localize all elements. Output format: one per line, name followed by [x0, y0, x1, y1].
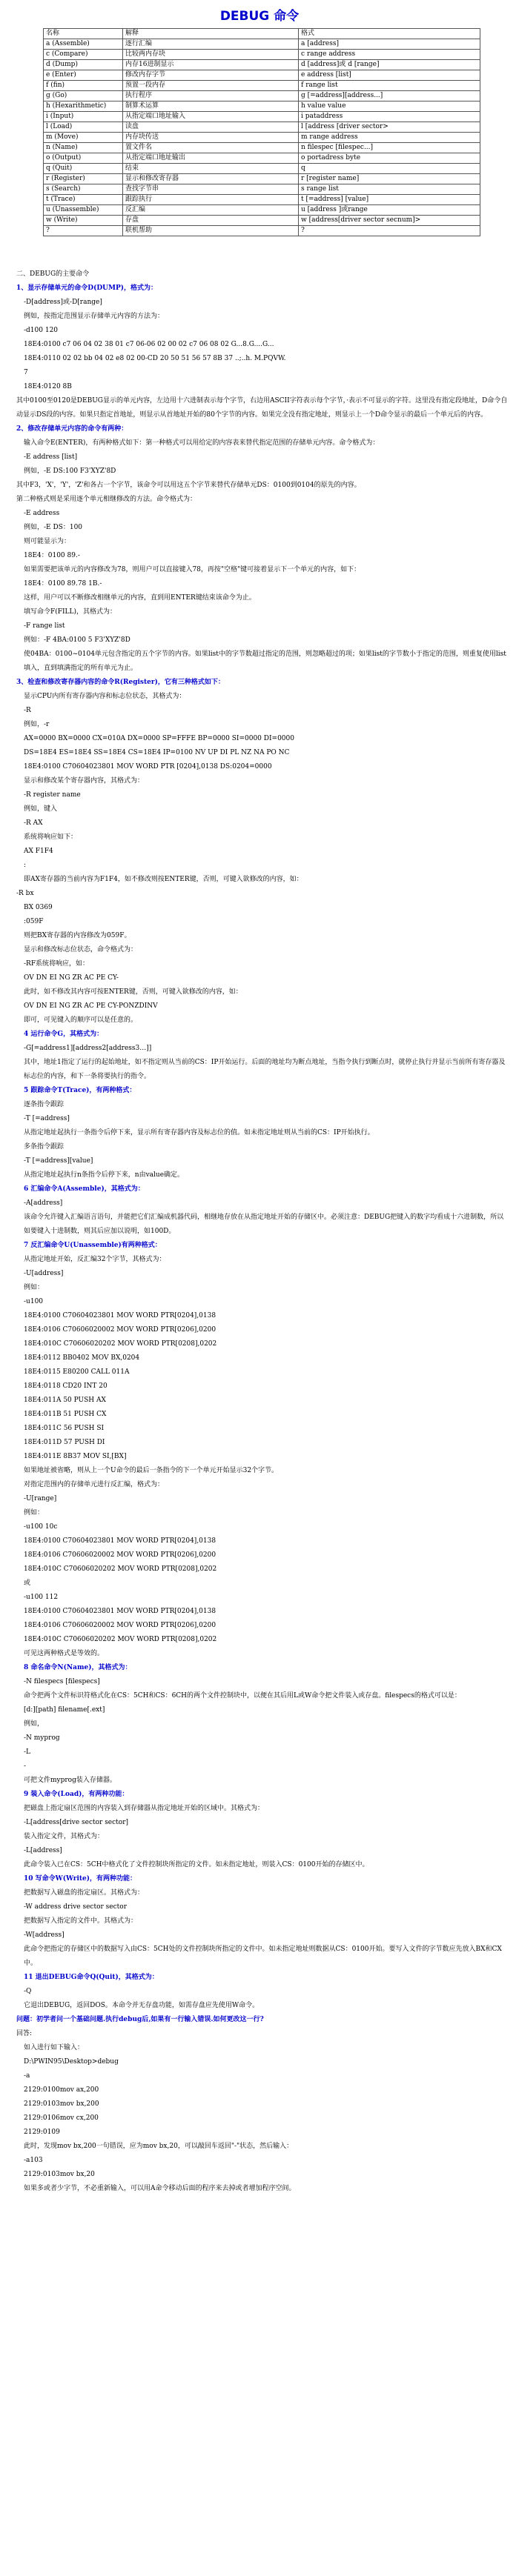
text-line: 18E4:010C C70606020202 MOV WORD PTR[0208],0202	[24, 1636, 217, 1643]
section-heading: 3、检查和修改寄存器内容的命令R(Register)，它有三种格式如下：	[16, 679, 225, 686]
table-row	[44, 101, 480, 112]
text-line: -a103	[24, 2157, 43, 2164]
header-cell-explain: 解释	[123, 29, 299, 39]
table-cell: 置文件名	[123, 143, 299, 153]
text-line: -N filespecs [filespecs]	[24, 1678, 100, 1685]
text-line: 其中，地址1指定了运行的起始地址，如不指定则从当前的CS：IP开始运行。后面的地址均为断点地址，当指令执行到断点时，就停止执行并显示当前所有寄存器及标志位的内容，和下一条将要执行的指令。	[24, 1059, 506, 1080]
table-row	[44, 195, 480, 205]
table-cell: m range address	[299, 133, 480, 143]
text-line: 二、DEBUG的主要命令	[16, 270, 90, 278]
table-cell: l [address [driver sector>	[299, 122, 480, 133]
text-line: BX 0369	[24, 904, 53, 911]
table-cell: 跟踪执行	[123, 195, 299, 205]
text-line: 此命令装入已在CS：5CH中格式化了文件控制块所指定的文件。如未指定地址，则装入CS：0100开始的存储区中。	[24, 1861, 369, 1868]
table-cell: g (Go)	[44, 91, 123, 101]
header-cell-name: 名称	[44, 29, 123, 39]
table-cell: l (Load)	[44, 122, 123, 133]
text-line: 或	[24, 1580, 31, 1587]
text-line: 18E4：0100 89.78 1B.-	[24, 580, 102, 588]
table-cell: h value value	[299, 101, 480, 112]
section-heading: 2、修改存储单元内容的命令有两种：	[16, 425, 128, 433]
text-line: -L	[24, 1748, 31, 1756]
table-cell: o portadress byte	[299, 153, 480, 164]
table-cell: d (Dump)	[44, 60, 123, 70]
text-line: -R register name	[24, 791, 81, 799]
table-cell: a (Assemble)	[44, 39, 123, 50]
text-line: 如入进行如下输入：	[24, 2044, 85, 2051]
text-line: OV DN EI NG ZR AC PE CY-	[24, 974, 119, 982]
table-cell: r [register name]	[299, 174, 480, 184]
text-line: 即可，可见键入的顺序可以是任意的。	[24, 1016, 138, 1024]
text-line: -A[address]	[24, 1199, 63, 1207]
text-line: 18E4:0100 C70604023801 MOV WORD PTR[0204],0138	[24, 1537, 216, 1545]
table-cell: 读盘	[123, 122, 299, 133]
text-line: DS=18E4 ES=18E4 SS=18E4 CS=18E4 IP=0100 NV UP DI PL NZ NA PO NC	[24, 749, 290, 756]
command-table	[43, 28, 480, 236]
table-cell: q	[299, 164, 480, 174]
document-body	[0, 236, 519, 2202]
text-line: -R AX	[24, 819, 43, 827]
text-line: -a	[24, 2072, 30, 2080]
text-line: -RF系统将响应，如：	[24, 960, 90, 968]
table-row	[44, 174, 480, 184]
text-line: 18E4:0120 8B	[24, 383, 72, 390]
text-line: 把数据写入指定的文件中。其格式为：	[24, 1917, 138, 1925]
text-line: 显示和修改标志位状态，命令格式为：	[24, 946, 138, 953]
header-cell-format: 格式	[299, 29, 480, 39]
text-line: 此时，发现mov bx,200一句错误，应为mov bx,20，可以敲回车返回"-"状态，然后输入：	[24, 2143, 294, 2150]
table-row	[44, 91, 480, 101]
table-row	[44, 205, 480, 216]
table-row	[44, 143, 480, 153]
table-cell: w [address[driver sector secnum]>	[299, 216, 480, 226]
table-cell: 存盘	[123, 216, 299, 226]
text-line: 例如，-E DS:100 F3'XYZ'8D	[24, 467, 116, 475]
text-line: -U[address]	[24, 1270, 64, 1277]
text-line: 其中F3，'X'，'Y'，'Z'和各占一个字节，该命令可以用这五个字节来替代存储单元DS：0100到0104的原先的内容。	[16, 482, 361, 489]
text-line: 这样，用户可以不断修改相继单元的内容，直到用ENTER键结束该命令为止。	[24, 594, 256, 602]
table-cell: 内存块传送	[123, 133, 299, 143]
table-cell: 制算术运算	[123, 101, 299, 112]
text-line: 如果需要把该单元的内容修改为78，则用户可以直接键入78，再按"空格"键可接着显示下一个单元的内容，如下：	[24, 566, 361, 573]
text-line: 例如，按指定范围显示存储单元内容的方法为：	[24, 313, 165, 320]
section-heading: 6 汇编命令A(Assemble)，其格式为：	[24, 1185, 145, 1193]
text-line: 例如：-F 4BA:0100 5 F3'XYZ'8D	[24, 636, 130, 644]
text-line: -E address	[24, 510, 60, 517]
text-line: 18E4:0100 c7 06 04 02 38 01 c7 06-06 02 00 02 c7 06 08 02 G...8.G....G...	[24, 341, 274, 348]
text-line: -u100 112	[24, 1594, 59, 1601]
table-cell: 从指定端口地址输出	[123, 153, 299, 164]
table-cell: 显示和修改寄存器	[123, 174, 299, 184]
text-line: 则可能显示为：	[24, 538, 71, 545]
table-cell: 内存16进制显示	[123, 60, 299, 70]
text-line: AX=0000 BX=0000 CX=010A DX=0000 SP=FFFE BP=0000 SI=0000 DI=0000	[24, 735, 294, 742]
text-line: [d:][path] filename[.ext]	[24, 1706, 105, 1714]
text-line: 18E4:011C 56 PUSH SI	[24, 1425, 105, 1432]
table-header-row	[44, 29, 480, 39]
table-cell: c range address	[299, 50, 480, 60]
table-cell: a [address]	[299, 39, 480, 50]
text-line: OV DN EI NG ZR AC PE CY-PONZDINV	[24, 1002, 158, 1010]
text-line: 18E4:0112 BB0402 MOV BX,0204	[24, 1354, 140, 1362]
table-row	[44, 81, 480, 91]
text-line: 18E4:0110 02 02 bb 04 02 e8 02 00-CD 20 50 51 56 57 8B 37 ..;..h. M.PQVW.	[24, 355, 286, 362]
text-line: 多条指令跟踪	[24, 1143, 65, 1151]
text-line: 18E4:010C C70606020202 MOV WORD PTR[0208],0202	[24, 1565, 217, 1573]
text-line: -u100 10c	[24, 1523, 58, 1531]
text-line: 2129:0103mov bx,200	[24, 2100, 99, 2108]
text-line: 此命令把指定的存储区中的数据写入由CS：5CH处的文件控制块所指定的文件中。如未指定地址则数据从CS：0100开始。要写入文件的字节数应先放入BX和CX中。	[24, 1946, 502, 1967]
text-line: -W[address]	[24, 1931, 65, 1939]
table-cell: ?	[44, 226, 123, 236]
table-cell: r (Register)	[44, 174, 123, 184]
table-row	[44, 216, 480, 226]
text-line: 该命令允许键入汇编语言语句，并能把它们汇编成机器代码，相继地存放在从指定地址开始的存储区中。必须注意：DEBUG把键入的数字均看成十六进制数，所以如要键入十进制数，则其后应加以说明，如100D。	[24, 1214, 504, 1235]
text-line: 2129:0109	[24, 2129, 60, 2136]
text-line: -d100 120	[24, 327, 59, 334]
table-cell: c (Compare)	[44, 50, 123, 60]
table-cell: n filespec [filespec...]	[299, 143, 480, 153]
table-row	[44, 164, 480, 174]
text-line: 从指定地址开始，反汇编32个字节，其格式为：	[24, 1256, 166, 1263]
text-line: 即AX寄存器的当前内容为F1F4，如不修改则按ENTER键，否则，可键入欲修改的内容，如：	[24, 876, 303, 883]
question-text: 问题：初学者问一个基础问题.执行debug后,如果有一行输入错误.如何更改这一行?	[16, 2016, 264, 2023]
text-line: -G[=address1][address2[address3…]]	[24, 1045, 152, 1052]
table-row	[44, 50, 480, 60]
text-line: -T [=address]	[24, 1115, 70, 1122]
text-line: -N myprog	[24, 1734, 60, 1742]
text-line: 把数据写入磁盘的指定扇区。其格式为：	[24, 1889, 145, 1897]
text-line: -D[address]或-D[range]	[24, 299, 102, 306]
text-line: 如果地址被省略，则从上一个U命令的最后一条指令的下一个单元开始显示32个字节。	[24, 1467, 279, 1474]
table-cell: n (Name)	[44, 143, 123, 153]
text-line: 2129:0103mov bx,20	[24, 2171, 95, 2178]
text-line: -	[24, 1763, 27, 1770]
text-line: 7	[24, 369, 28, 376]
table-cell: 联机帮助	[123, 226, 299, 236]
text-line: -W address drive sector sector	[24, 1903, 127, 1911]
text-line: -L[address]	[24, 1847, 62, 1854]
text-line: -L[address[drive sector sector]	[24, 1819, 129, 1826]
page-title: DEBUG 命令	[219, 9, 300, 24]
text-line: 例如，键入	[24, 805, 58, 813]
table-row	[44, 153, 480, 164]
table-cell: 预置一段内存	[123, 81, 299, 91]
text-line: 使04BA：0100~0104单元包含指定的五个字节的内容。如果list中的字节数超过指定的范围，则忽略超过的项；如果list的字节数小于指定的范围，则重复使用list填入，直到填满指定的所有单元为止。	[24, 650, 506, 672]
text-line: 例如：	[24, 1284, 44, 1291]
text-line: 如果多或者少字节，不必重新输入，可以用A命令移动后面的程序来去掉或者增加程序空间。	[24, 2185, 296, 2192]
text-line: 例如，	[24, 1720, 44, 1728]
text-line: 把磁盘上指定扇区范围的内容装入到存储器从指定地址开始的区域中。其格式为：	[24, 1805, 265, 1812]
table-cell: m (Move)	[44, 133, 123, 143]
table-cell: 结束	[123, 164, 299, 174]
text-line: 18E4:0100 C70604023801 MOV WORD PTR[0204],0138	[24, 1312, 216, 1319]
text-line: -E address [list]	[24, 453, 78, 461]
text-line: D:\PWIN95\Desktop>debug	[24, 2058, 119, 2066]
text-line: 18E4:011E 8B37 MOV SI,[BX]	[24, 1453, 127, 1460]
table-row	[44, 70, 480, 81]
text-line: -U[range]	[24, 1495, 57, 1502]
table-cell: t (Trace)	[44, 195, 123, 205]
text-line: -u100	[24, 1298, 44, 1305]
table-cell: 从指定端口地址输入	[123, 112, 299, 122]
text-line: AX F1F4	[24, 848, 53, 855]
section-heading: 8 命名命令N(Name)，其格式为：	[24, 1664, 132, 1671]
text-line: -Q	[24, 1988, 32, 1995]
text-line: 显示和修改某个寄存器内容，其格式为：	[24, 777, 145, 785]
text-line: 18E4:0115 E80200 CALL 011A	[24, 1368, 130, 1376]
table-cell: d [address]或 d [range]	[299, 60, 480, 70]
text-line: 2129:0100mov ax,200	[24, 2086, 99, 2094]
section-heading: 1、显示存储单元的命令D(DUMP)，格式为：	[16, 284, 157, 292]
table-cell: i (Input)	[44, 112, 123, 122]
text-line: 可见这两种格式是等效的。	[24, 1650, 105, 1657]
table-cell: t [=address] [value]	[299, 195, 480, 205]
table-cell: s (Search)	[44, 184, 123, 195]
text-line: -R bx	[16, 890, 34, 897]
table-cell: q (Quit)	[44, 164, 123, 174]
text-line: -T [=address][value]	[24, 1157, 93, 1165]
table-row	[44, 60, 480, 70]
text-line: 则把BX寄存器的内容修改为059F。	[24, 932, 131, 939]
table-cell: o (Output)	[44, 153, 123, 164]
table-row	[44, 226, 480, 236]
table-cell: f range list	[299, 81, 480, 91]
table-row	[44, 184, 480, 195]
table-cell: e (Enter)	[44, 70, 123, 81]
section-heading: 4 运行命令G，其格式为：	[24, 1031, 104, 1038]
text-line: 例如，-r	[24, 721, 50, 728]
section-heading: 10 写命令W(Write)，有两种功能：	[24, 1875, 137, 1883]
text-line: 18E4:011D 57 PUSH DI	[24, 1439, 105, 1446]
text-line: 输入命令E(ENTER)，有两种格式如下：第一种格式可以用给定的内容表来替代指定范围的存储单元内容。命令格式为：	[24, 439, 380, 447]
text-line: 从指定地址起执行n条指令后停下来，n由value确定。	[24, 1171, 185, 1179]
table-cell: g [=address][address...]	[299, 91, 480, 101]
text-line: 此时，如不修改其内容可按ENTER键，否则，可键入欲修改的内容，如：	[24, 988, 242, 996]
text-line: 它退出DEBUG，返回DOS。本命令并无存盘功能，如需存盘应先使用W命令。	[24, 2002, 260, 2009]
text-line: 显示CPU内所有寄存器内容和标志位状态，其格式为：	[24, 693, 186, 700]
text-line: 其中0100至0120是DEBUG显示的单元内容，左边用十六进制表示每个字节，右边用ASCII字符表示每个字节，·表示不可显示的字符。这里没有指定段地址，D命令自动显示DS段的内容。如果只指定首地址，则显示从首地址开始的80个字节的内容。如果完全没有指定地址，则显示上一个D命令显示的最后一个单元后的内容。	[16, 397, 508, 419]
text-line: 可把文件myprog装入存储器。	[24, 1777, 116, 1784]
text-line: 逐条指令跟踪	[24, 1101, 65, 1108]
text-line: 例如，-E DS：100	[24, 524, 83, 531]
table-cell: 执行程序	[123, 91, 299, 101]
text-line: 18E4:011A 50 PUSH AX	[24, 1397, 106, 1404]
section-heading: 7 反汇编命令U(Unassemble)有两种格式：	[24, 1242, 162, 1249]
table-cell: 修改内存字节	[123, 70, 299, 81]
table-cell: u [address ]或range	[299, 205, 480, 216]
text-line: 18E4:0106 C70606020002 MOV WORD PTR[0206],0200	[24, 1551, 216, 1559]
text-line: 18E4:0100 C70604023801 MOV WORD PTR[0204],0138	[24, 1608, 216, 1615]
text-line: 系统将响应如下：	[24, 833, 78, 841]
text-line: 18E4:010C C70606020202 MOV WORD PTR[0208],0202	[24, 1340, 217, 1348]
table-cell: 逐行汇编	[123, 39, 299, 50]
table-row	[44, 39, 480, 50]
text-line: 18E4:0118 CD20 INT 20	[24, 1382, 108, 1390]
text-line: 18E4:011B 51 PUSH CX	[24, 1411, 107, 1418]
text-line: 对指定范围内的存储单元进行反汇编，格式为：	[24, 1481, 165, 1488]
table-cell: e address [list]	[299, 70, 480, 81]
table-cell: u (Unassemble)	[44, 205, 123, 216]
table-row	[44, 112, 480, 122]
text-line: -F range list	[24, 622, 65, 630]
text-line: 18E4:0106 C70606020002 MOV WORD PTR[0206],0200	[24, 1326, 216, 1334]
table-row	[44, 122, 480, 133]
text-line: 18E4:0100 C70604023801 MOV WORD PTR [0204],0138 DS:0204=0000	[24, 763, 272, 771]
text-line: 18E4：0100 89.-	[24, 552, 80, 559]
command-table-body	[44, 29, 480, 236]
text-line: 回答:	[16, 2030, 33, 2037]
section-heading: 11 退出DEBUG命令Q(Quit)，其格式为：	[24, 1974, 159, 1981]
text-line: 填写命令F(FILL)，其格式为：	[24, 608, 117, 616]
text-line: 第二种格式则是采用逐个单元相继修改的方法。命令格式为：	[16, 496, 197, 503]
text-line: 例如：	[24, 1509, 44, 1517]
table-cell: f (fin)	[44, 81, 123, 91]
text-line: :059F	[24, 918, 44, 925]
table-row	[44, 133, 480, 143]
text-line: :	[24, 862, 27, 869]
text-line: 命令把两个文件标识符格式化在CS：5CH和CS：6CH的两个文件控制块中，以便在其后用L或W命令把文件装入或存盘。filespecs的格式可以是：	[24, 1692, 461, 1700]
table-cell: i pataddress	[299, 112, 480, 122]
text-line: 18E4:0106 C70606020002 MOV WORD PTR[0206],0200	[24, 1622, 216, 1629]
table-cell: 比较两内存块	[123, 50, 299, 60]
table-cell: s range list	[299, 184, 480, 195]
section-heading: 9 装入命令(Load)，有两种功能：	[24, 1791, 129, 1798]
table-cell: 反汇编	[123, 205, 299, 216]
table-cell: ?	[299, 226, 480, 236]
section-heading: 5 跟踪命令T(Trace)，有两种格式：	[24, 1087, 136, 1094]
text-line: -R	[24, 707, 31, 714]
table-cell: 查找字节串	[123, 184, 299, 195]
table-cell: h (Hexarithmetic)	[44, 101, 123, 112]
text-line: 装入指定文件，其格式为：	[24, 1833, 105, 1840]
table-cell: w (Write)	[44, 216, 123, 226]
text-line: 从指定地址起执行一条指令后停下来，显示所有寄存器内容及标志位的值。如未指定地址则从当前的CS：IP开始执行。	[24, 1129, 374, 1136]
text-line: 2129:0106mov cx,200	[24, 2114, 99, 2122]
